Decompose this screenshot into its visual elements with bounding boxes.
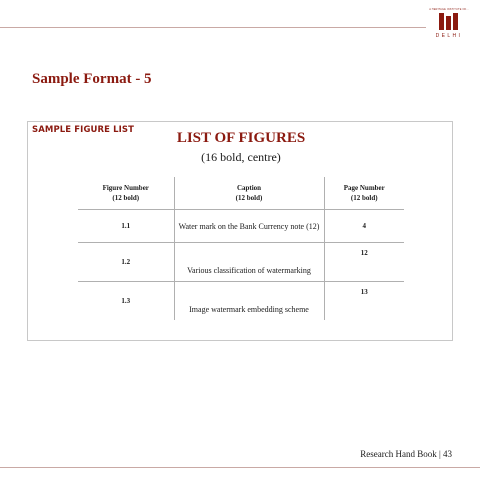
- column-header-caption: [174, 177, 324, 210]
- page-number-cell: 13: [324, 282, 404, 321]
- logo-city: DELHI: [435, 33, 463, 39]
- sample-label: SAMPLE FIGURE LIST: [32, 125, 135, 135]
- list-subtitle: (16 bold, centre): [201, 150, 281, 164]
- sample-figure-list-frame: [27, 121, 453, 341]
- table-row: [78, 282, 404, 321]
- column-header-label: Caption: [236, 184, 262, 192]
- logo-tagline: A HERITAGE INSTITUTE OF...: [429, 8, 469, 11]
- logo-mark-icon: [439, 13, 459, 31]
- figures-table: [78, 177, 404, 320]
- university-logo: [428, 8, 470, 44]
- table-row: [78, 243, 404, 282]
- table-row: [78, 210, 404, 243]
- column-header-label: Page Number: [343, 184, 385, 192]
- figure-number-cell: 1.3: [78, 282, 174, 321]
- column-header-figure-number: [78, 177, 174, 210]
- caption-cell: Various classification of watermarking: [174, 243, 324, 282]
- column-header-note: (12 bold): [235, 194, 263, 202]
- column-header-label: Figure Number: [102, 184, 149, 192]
- figure-number-cell: 1.1: [78, 210, 174, 243]
- column-header-page-number: [324, 177, 404, 210]
- header-divider: [0, 27, 426, 28]
- column-header-note: (12 bold): [112, 194, 140, 202]
- figure-number-cell: 1.2: [78, 243, 174, 282]
- caption-cell: Image watermark embedding scheme: [174, 282, 324, 321]
- page-number-cell: 12: [324, 243, 404, 282]
- table-header-row: [78, 177, 404, 210]
- footer-divider: [0, 467, 480, 468]
- page-number-cell: 4: [324, 210, 404, 243]
- section-title: Sample Format - 5: [32, 71, 152, 87]
- caption-cell: Water mark on the Bank Currency note (12): [174, 210, 324, 243]
- column-header-note: (12 bold): [350, 194, 378, 202]
- page-footer: Research Hand Book | 43: [360, 449, 452, 459]
- list-title: LIST OF FIGURES: [176, 130, 306, 146]
